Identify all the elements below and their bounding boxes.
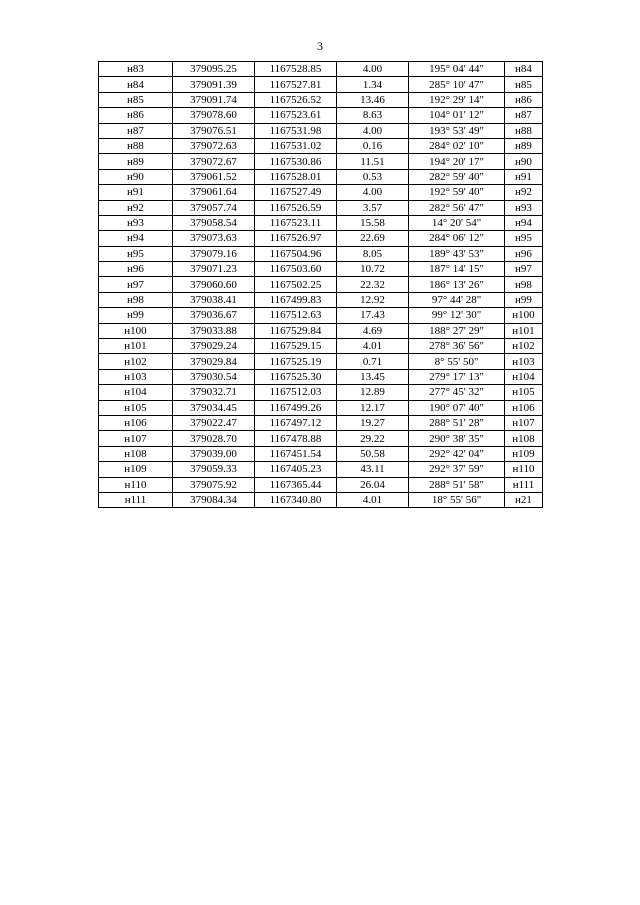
distance-cell: 4.00 xyxy=(337,123,409,138)
bearing-cell: 187° 14' 15" xyxy=(409,262,505,277)
point-to-cell: н109 xyxy=(505,446,543,461)
point-from-cell: н93 xyxy=(99,215,173,230)
distance-cell: 3.57 xyxy=(337,200,409,215)
point-to-cell: н97 xyxy=(505,262,543,277)
distance-cell: 0.71 xyxy=(337,354,409,369)
table-row xyxy=(99,154,543,169)
x-coordinate-cell: 379022.47 xyxy=(173,415,255,430)
table-row xyxy=(99,354,543,369)
point-to-cell: н90 xyxy=(505,154,543,169)
point-from-cell: н88 xyxy=(99,138,173,153)
distance-cell: 12.17 xyxy=(337,400,409,415)
distance-cell: 13.45 xyxy=(337,369,409,384)
table-row xyxy=(99,400,543,415)
x-coordinate-cell: 379034.45 xyxy=(173,400,255,415)
table-row xyxy=(99,246,543,261)
y-coordinate-cell: 1167340.80 xyxy=(255,492,337,507)
distance-cell: 10.72 xyxy=(337,262,409,277)
table-row xyxy=(99,415,543,430)
distance-cell: 12.89 xyxy=(337,385,409,400)
x-coordinate-cell: 379084.34 xyxy=(173,492,255,507)
y-coordinate-cell: 1167503.60 xyxy=(255,262,337,277)
y-coordinate-cell: 1167527.49 xyxy=(255,185,337,200)
point-to-cell: н91 xyxy=(505,169,543,184)
page-number: 3 xyxy=(317,39,323,53)
x-coordinate-cell: 379075.92 xyxy=(173,477,255,492)
point-from-cell: н101 xyxy=(99,339,173,354)
x-coordinate-cell: 379028.70 xyxy=(173,431,255,446)
table-row xyxy=(99,62,543,77)
point-to-cell: н104 xyxy=(505,369,543,384)
bearing-cell: 186° 13' 26" xyxy=(409,277,505,292)
x-coordinate-cell: 379057.74 xyxy=(173,200,255,215)
x-coordinate-cell: 379095.25 xyxy=(173,62,255,77)
point-to-cell: н94 xyxy=(505,215,543,230)
point-from-cell: н103 xyxy=(99,369,173,384)
point-from-cell: н92 xyxy=(99,200,173,215)
bearing-cell: 282° 59' 40" xyxy=(409,169,505,184)
point-from-cell: н100 xyxy=(99,323,173,338)
y-coordinate-cell: 1167512.63 xyxy=(255,308,337,323)
table-row xyxy=(99,77,543,92)
distance-cell: 17.43 xyxy=(337,308,409,323)
distance-cell: 8.05 xyxy=(337,246,409,261)
point-to-cell: н86 xyxy=(505,92,543,107)
point-from-cell: н94 xyxy=(99,231,173,246)
point-from-cell: н109 xyxy=(99,462,173,477)
point-from-cell: н89 xyxy=(99,154,173,169)
table-row xyxy=(99,492,543,507)
distance-cell: 26.04 xyxy=(337,477,409,492)
table-row xyxy=(99,123,543,138)
distance-cell: 22.69 xyxy=(337,231,409,246)
bearing-cell: 97° 44' 28" xyxy=(409,292,505,307)
distance-cell: 22.32 xyxy=(337,277,409,292)
table-row xyxy=(99,369,543,384)
bearing-cell: 285° 10' 47" xyxy=(409,77,505,92)
distance-cell: 12.92 xyxy=(337,292,409,307)
x-coordinate-cell: 379038.41 xyxy=(173,292,255,307)
y-coordinate-cell: 1167497.12 xyxy=(255,415,337,430)
distance-cell: 13.46 xyxy=(337,92,409,107)
y-coordinate-cell: 1167523.11 xyxy=(255,215,337,230)
y-coordinate-cell: 1167502.25 xyxy=(255,277,337,292)
x-coordinate-cell: 379029.24 xyxy=(173,339,255,354)
table-row xyxy=(99,477,543,492)
distance-cell: 15.58 xyxy=(337,215,409,230)
distance-cell: 43.11 xyxy=(337,462,409,477)
point-to-cell: н98 xyxy=(505,277,543,292)
x-coordinate-cell: 379076.51 xyxy=(173,123,255,138)
x-coordinate-cell: 379079.16 xyxy=(173,246,255,261)
x-coordinate-cell: 379061.52 xyxy=(173,169,255,184)
bearing-cell: 8° 55' 50" xyxy=(409,354,505,369)
bearing-cell: 290° 38' 35" xyxy=(409,431,505,446)
point-to-cell: н102 xyxy=(505,339,543,354)
table-row xyxy=(99,323,543,338)
x-coordinate-cell: 379030.54 xyxy=(173,369,255,384)
coordinates-table xyxy=(98,61,543,508)
point-from-cell: н85 xyxy=(99,92,173,107)
bearing-cell: 282° 56' 47" xyxy=(409,200,505,215)
point-from-cell: н84 xyxy=(99,77,173,92)
table-row xyxy=(99,92,543,107)
point-from-cell: н87 xyxy=(99,123,173,138)
x-coordinate-cell: 379059.33 xyxy=(173,462,255,477)
table-row xyxy=(99,431,543,446)
point-to-cell: н100 xyxy=(505,308,543,323)
bearing-cell: 104° 01' 12" xyxy=(409,108,505,123)
table-row xyxy=(99,108,543,123)
distance-cell: 0.53 xyxy=(337,169,409,184)
bearing-cell: 279° 17' 13" xyxy=(409,369,505,384)
point-from-cell: н102 xyxy=(99,354,173,369)
distance-cell: 4.00 xyxy=(337,62,409,77)
point-from-cell: н111 xyxy=(99,492,173,507)
distance-cell: 4.01 xyxy=(337,339,409,354)
point-from-cell: н86 xyxy=(99,108,173,123)
point-to-cell: н99 xyxy=(505,292,543,307)
bearing-cell: 284° 06' 12" xyxy=(409,231,505,246)
y-coordinate-cell: 1167478.88 xyxy=(255,431,337,446)
x-coordinate-cell: 379061.64 xyxy=(173,185,255,200)
y-coordinate-cell: 1167525.19 xyxy=(255,354,337,369)
x-coordinate-cell: 379072.67 xyxy=(173,154,255,169)
y-coordinate-cell: 1167512.03 xyxy=(255,385,337,400)
point-to-cell: н111 xyxy=(505,477,543,492)
point-to-cell: н89 xyxy=(505,138,543,153)
table-row xyxy=(99,138,543,153)
x-coordinate-cell: 379072.63 xyxy=(173,138,255,153)
distance-cell: 0.16 xyxy=(337,138,409,153)
y-coordinate-cell: 1167529.84 xyxy=(255,323,337,338)
bearing-cell: 195° 04' 44" xyxy=(409,62,505,77)
distance-cell: 4.01 xyxy=(337,492,409,507)
distance-cell: 29.22 xyxy=(337,431,409,446)
y-coordinate-cell: 1167526.59 xyxy=(255,200,337,215)
x-coordinate-cell: 379036.67 xyxy=(173,308,255,323)
distance-cell: 4.00 xyxy=(337,185,409,200)
point-to-cell: н95 xyxy=(505,231,543,246)
y-coordinate-cell: 1167504.96 xyxy=(255,246,337,261)
table-row xyxy=(99,262,543,277)
point-from-cell: н104 xyxy=(99,385,173,400)
distance-cell: 11.51 xyxy=(337,154,409,169)
point-to-cell: н96 xyxy=(505,246,543,261)
y-coordinate-cell: 1167530.86 xyxy=(255,154,337,169)
point-to-cell: н106 xyxy=(505,400,543,415)
bearing-cell: 188° 27' 29" xyxy=(409,323,505,338)
x-coordinate-cell: 379091.39 xyxy=(173,77,255,92)
x-coordinate-cell: 379058.54 xyxy=(173,215,255,230)
bearing-cell: 278° 36' 56" xyxy=(409,339,505,354)
distance-cell: 19.27 xyxy=(337,415,409,430)
point-to-cell: н103 xyxy=(505,354,543,369)
x-coordinate-cell: 379032.71 xyxy=(173,385,255,400)
x-coordinate-cell: 379073.63 xyxy=(173,231,255,246)
point-from-cell: н96 xyxy=(99,262,173,277)
table-row xyxy=(99,308,543,323)
y-coordinate-cell: 1167527.81 xyxy=(255,77,337,92)
table-row xyxy=(99,292,543,307)
point-to-cell: н105 xyxy=(505,385,543,400)
bearing-cell: 277° 45' 32" xyxy=(409,385,505,400)
bearing-cell: 189° 43' 53" xyxy=(409,246,505,261)
x-coordinate-cell: 379091.74 xyxy=(173,92,255,107)
point-from-cell: н97 xyxy=(99,277,173,292)
y-coordinate-cell: 1167531.98 xyxy=(255,123,337,138)
y-coordinate-cell: 1167526.52 xyxy=(255,92,337,107)
point-to-cell: н110 xyxy=(505,462,543,477)
point-from-cell: н91 xyxy=(99,185,173,200)
distance-cell: 4.69 xyxy=(337,323,409,338)
x-coordinate-cell: 379033.88 xyxy=(173,323,255,338)
y-coordinate-cell: 1167499.83 xyxy=(255,292,337,307)
y-coordinate-cell: 1167405.23 xyxy=(255,462,337,477)
y-coordinate-cell: 1167526.97 xyxy=(255,231,337,246)
x-coordinate-cell: 379060.60 xyxy=(173,277,255,292)
point-from-cell: н106 xyxy=(99,415,173,430)
y-coordinate-cell: 1167528.01 xyxy=(255,169,337,184)
distance-cell: 1.34 xyxy=(337,77,409,92)
point-from-cell: н83 xyxy=(99,62,173,77)
y-coordinate-cell: 1167531.02 xyxy=(255,138,337,153)
bearing-cell: 190° 07' 40" xyxy=(409,400,505,415)
point-to-cell: н108 xyxy=(505,431,543,446)
y-coordinate-cell: 1167528.85 xyxy=(255,62,337,77)
table-row xyxy=(99,385,543,400)
point-to-cell: н101 xyxy=(505,323,543,338)
point-to-cell: н21 xyxy=(505,492,543,507)
bearing-cell: 18° 55' 56" xyxy=(409,492,505,507)
point-to-cell: н87 xyxy=(505,108,543,123)
point-from-cell: н107 xyxy=(99,431,173,446)
point-to-cell: н88 xyxy=(505,123,543,138)
bearing-cell: 288° 51' 28" xyxy=(409,415,505,430)
y-coordinate-cell: 1167525.30 xyxy=(255,369,337,384)
y-coordinate-cell: 1167529.15 xyxy=(255,339,337,354)
table-row xyxy=(99,169,543,184)
bearing-cell: 192° 29' 14" xyxy=(409,92,505,107)
point-from-cell: н105 xyxy=(99,400,173,415)
point-to-cell: н92 xyxy=(505,185,543,200)
bearing-cell: 288° 51' 58" xyxy=(409,477,505,492)
x-coordinate-cell: 379029.84 xyxy=(173,354,255,369)
bearing-cell: 14° 20' 54" xyxy=(409,215,505,230)
bearing-cell: 193° 53' 49" xyxy=(409,123,505,138)
y-coordinate-cell: 1167523.61 xyxy=(255,108,337,123)
y-coordinate-cell: 1167365.44 xyxy=(255,477,337,492)
y-coordinate-cell: 1167451.54 xyxy=(255,446,337,461)
point-to-cell: н84 xyxy=(505,62,543,77)
table-row xyxy=(99,231,543,246)
bearing-cell: 284° 02' 10" xyxy=(409,138,505,153)
table-row xyxy=(99,462,543,477)
x-coordinate-cell: 379071.23 xyxy=(173,262,255,277)
point-from-cell: н99 xyxy=(99,308,173,323)
point-from-cell: н98 xyxy=(99,292,173,307)
table-row xyxy=(99,185,543,200)
table-row xyxy=(99,339,543,354)
coordinates-table-body xyxy=(99,62,543,508)
table-row xyxy=(99,446,543,461)
point-to-cell: н107 xyxy=(505,415,543,430)
bearing-cell: 292° 37' 59" xyxy=(409,462,505,477)
table-row xyxy=(99,277,543,292)
point-from-cell: н90 xyxy=(99,169,173,184)
table-row xyxy=(99,215,543,230)
x-coordinate-cell: 379039.00 xyxy=(173,446,255,461)
point-to-cell: н93 xyxy=(505,200,543,215)
x-coordinate-cell: 379078.60 xyxy=(173,108,255,123)
bearing-cell: 292° 42' 04" xyxy=(409,446,505,461)
distance-cell: 50.58 xyxy=(337,446,409,461)
bearing-cell: 99° 12' 30" xyxy=(409,308,505,323)
point-from-cell: н110 xyxy=(99,477,173,492)
table-row xyxy=(99,200,543,215)
point-to-cell: н85 xyxy=(505,77,543,92)
bearing-cell: 192° 59' 40" xyxy=(409,185,505,200)
point-from-cell: н108 xyxy=(99,446,173,461)
bearing-cell: 194° 20' 17" xyxy=(409,154,505,169)
distance-cell: 8.63 xyxy=(337,108,409,123)
y-coordinate-cell: 1167499.26 xyxy=(255,400,337,415)
point-from-cell: н95 xyxy=(99,246,173,261)
